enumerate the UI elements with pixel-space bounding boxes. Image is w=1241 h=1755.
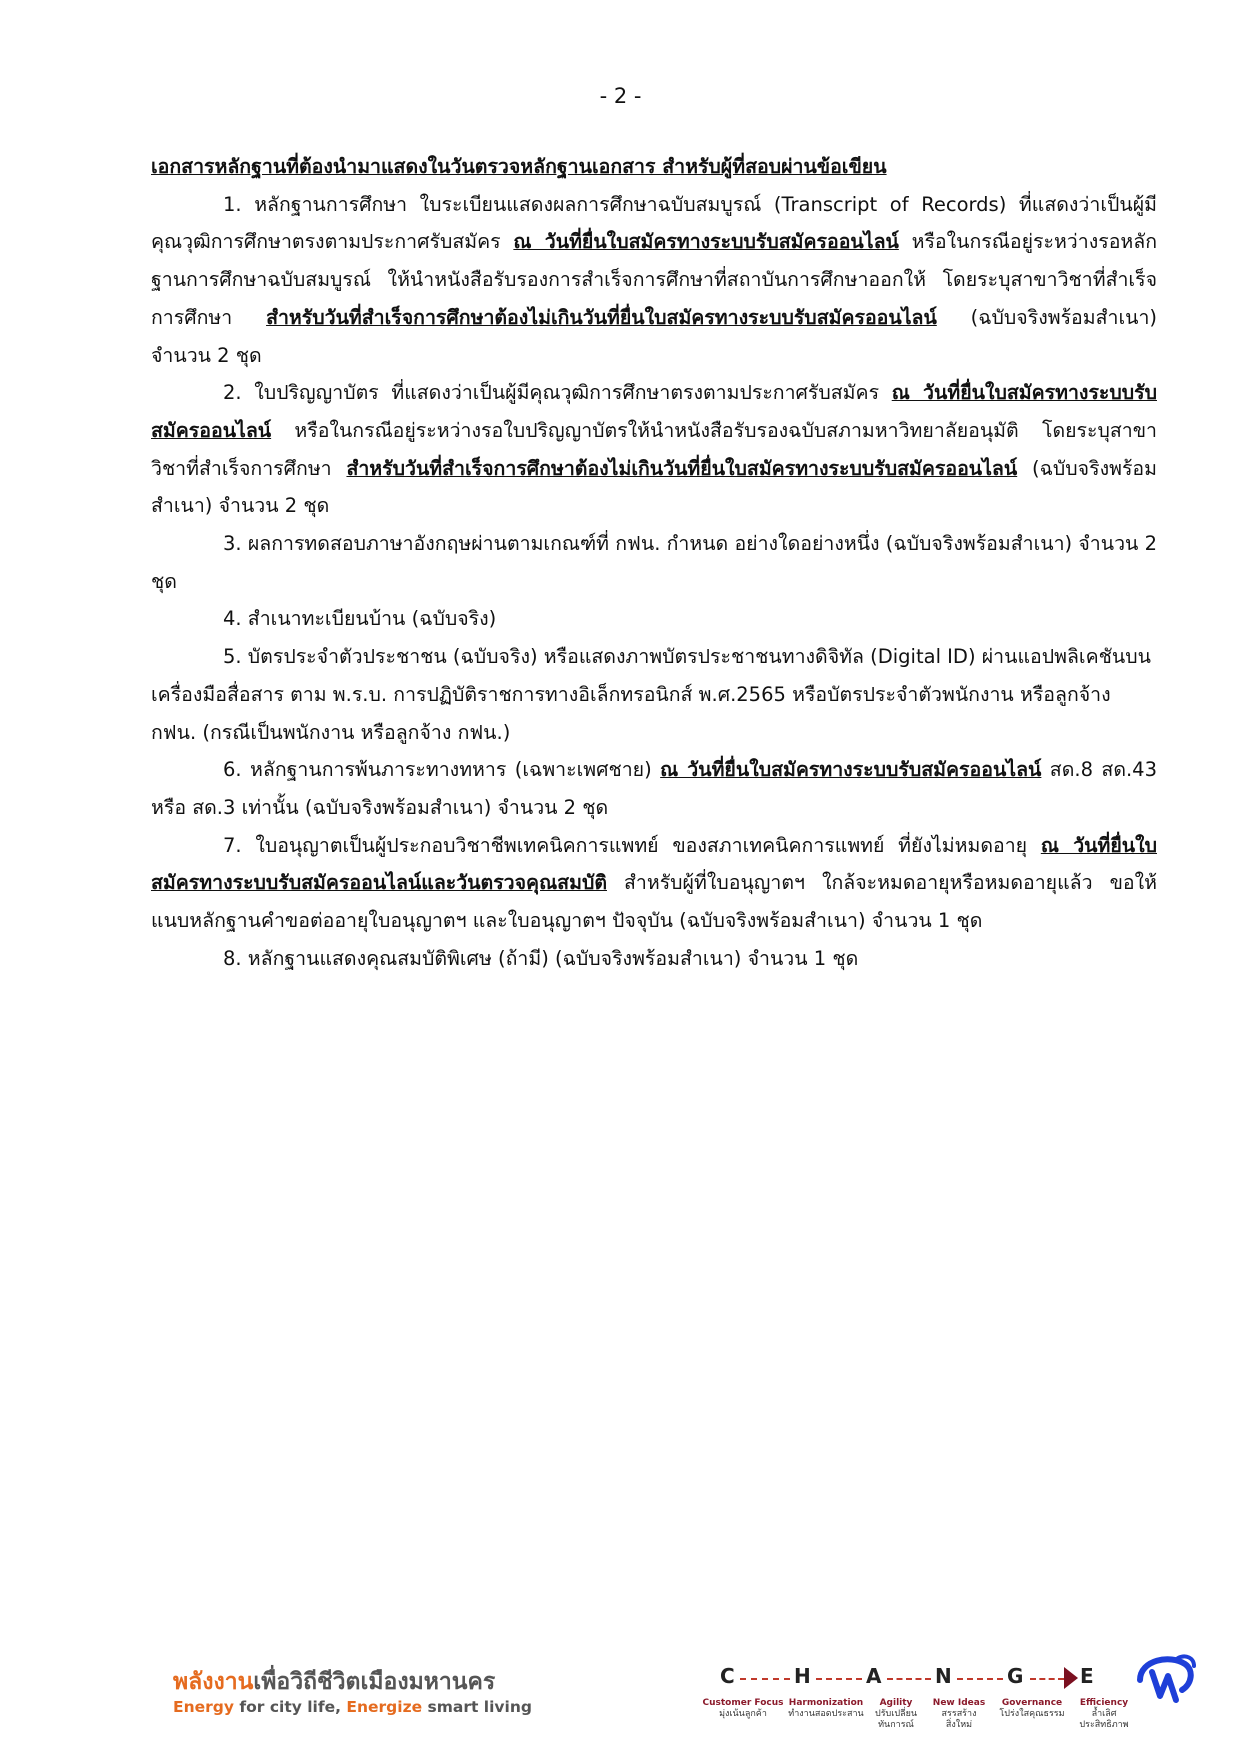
page-number: - 2 - bbox=[599, 84, 642, 108]
item-3: 3. ผลการทดสอบภาษาอังกฤษผ่านตามเกณฑ์ที่ กฟน. กำหนด อย่างใดอย่างหนึ่ง (ฉบับจริงพร้อมสำเนา) จำนวน 2 ชุด bbox=[151, 532, 1157, 593]
item-5: 5. บัตรประจำตัวประชาชน (ฉบับจริง) หรือแสดงภาพบัตรประชาชนทางดิจิทัล (Digital ID) ผ่านแอปพลิเคชันบนเครื่องมือสื่อสาร ตาม พ.ร.บ. การปฏิบัติราชการทางอิเล็กทรอนิกส์ พ.ศ.2565 หรือบัตรประจำตัวพนักงาน หรือลูกจ้าง กฟน. (กรณีเป็นพนักงาน หรือลูกจ้าง กฟน.) bbox=[151, 645, 1151, 744]
dash-divider bbox=[1030, 1678, 1064, 1680]
slogan-thai: พลังงานเพื่อวิถีชีวิตเมืองมหานคร bbox=[173, 1669, 496, 1695]
value-efficiency: Efficiency ล้ำเลิศ ประสิทธิภาพ bbox=[1079, 1698, 1129, 1730]
value-customer-focus: Customer Focus มุ่งเน้นลูกค้า bbox=[702, 1698, 784, 1719]
mea-logo-icon bbox=[1130, 1650, 1200, 1710]
item-7: 7. ใบอนุญาตเป็นผู้ประกอบวิชาชีพเทคนิคการแพทย์ ของสภาเทคนิคการแพทย์ ที่ยังไม่หมดอายุ ณ วันที่ยื่นใบสมัครทางระบบรับสมัครออนไลน์และวันตรวจคุณสมบัติ สำหรับผู้ที่ใบอนุญาตฯ ใกล้จะหมดอายุหรือหมดอายุแล้ว ขอให้แนบหลักฐานคำขอต่ออายุใบอนุญาตฯ และใบอนุญาตฯ ปัจจุบัน (ฉบับจริงพร้อมสำเนา) จำนวน 1 ชุด bbox=[151, 833, 1157, 933]
footer-slogan bbox=[173, 1668, 532, 1718]
value-agility: Agility ปรับเปลี่ยน ทันการณ์ bbox=[875, 1698, 917, 1730]
value-harmonization: Harmonization ทำงานสอดประสาน bbox=[788, 1698, 864, 1719]
item-6: 6. หลักฐานการพ้นภาระทางทหาร (เฉพาะเพศชาย) ณ วันที่ยื่นใบสมัครทางระบบรับสมัครออนไลน์ สด.8 สด.43 หรือ สด.3 เท่านั้น (ฉบับจริงพร้อมสำเนา) จำนวน 2 ชุด bbox=[151, 758, 1157, 819]
letter-h: H bbox=[794, 1664, 811, 1688]
letter-c: C bbox=[720, 1664, 735, 1688]
dash-divider bbox=[957, 1678, 1003, 1680]
dash-divider bbox=[816, 1678, 862, 1680]
letter-n: N bbox=[935, 1664, 952, 1688]
letter-a: A bbox=[866, 1664, 882, 1688]
slogan-english: Energy for city life, Energize smart living bbox=[173, 1698, 532, 1716]
change-letters bbox=[712, 1664, 1132, 1694]
item-8: 8. หลักฐานแสดงคุณสมบัติพิเศษ (ถ้ามี) (ฉบับจริงพร้อมสำเนา) จำนวน 1 ชุด bbox=[223, 946, 859, 970]
dash-divider bbox=[740, 1678, 790, 1680]
change-values-banner bbox=[700, 1650, 1205, 1750]
arrow-icon bbox=[1064, 1667, 1078, 1689]
item-1: 1. หลักฐานการศึกษา ใบระเบียนแสดงผลการศึกษาฉบับสมบูรณ์ (Transcript of Records) ที่แสดงว่าเป็นผู้มีคุณวุฒิการศึกษาตรงตามประกาศรับสมัคร ณ วันที่ยื่นใบสมัครทางระบบรับสมัครออนไลน์ หรือในกรณีอยู่ระหว่างรอหลักฐานการศึกษาฉบับสมบูรณ์ ให้นำหนังสือรับรองการสำเร็จการศึกษาที่สถาบันการศึกษาออกให้ โดยระบุสาขาวิชาที่สำเร็จการศึกษา สำหรับวันที่สำเร็จการศึกษาต้องไม่เกินวันที่ยื่นใบสมัครทางระบบรับสมัครออนไลน์ (ฉบับจริงพร้อมสำเนา) จำนวน 2 ชุด bbox=[151, 192, 1158, 367]
dash-divider bbox=[887, 1678, 931, 1680]
document-body bbox=[151, 148, 1157, 977]
value-governance: Governance โปร่งใสคุณธรรม bbox=[999, 1698, 1065, 1719]
letter-g: G bbox=[1007, 1664, 1024, 1688]
item-2: 2. ใบปริญญาบัตร ที่แสดงว่าเป็นผู้มีคุณวุฒิการศึกษาตรงตามประกาศรับสมัคร ณ วันที่ยื่นใบสมัครทางระบบรับสมัครออนไลน์ หรือในกรณีอยู่ระหว่างรอใบปริญญาบัตรให้นำหนังสือรับรองฉบับสภามหาวิทยาลัยอนุมัติ โดยระบุสาขาวิชาที่สำเร็จการศึกษา สำหรับวันที่สำเร็จการศึกษาต้องไม่เกินวันที่ยื่นใบสมัครทางระบบรับสมัครออนไลน์ (ฉบับจริงพร้อมสำเนา) จำนวน 2 ชุด bbox=[151, 381, 1157, 518]
item-4: 4. สำเนาทะเบียนบ้าน (ฉบับจริง) bbox=[223, 607, 497, 631]
value-new-ideas: New Ideas สรรสร้าง สิ่งใหม่ bbox=[932, 1698, 986, 1730]
section-heading: เอกสารหลักฐานที่ต้องนำมาแสดงในวันตรวจหลักฐานเอกสาร สำหรับผู้ที่สอบผ่านข้อเขียน bbox=[151, 155, 887, 178]
letter-e: E bbox=[1080, 1664, 1094, 1688]
